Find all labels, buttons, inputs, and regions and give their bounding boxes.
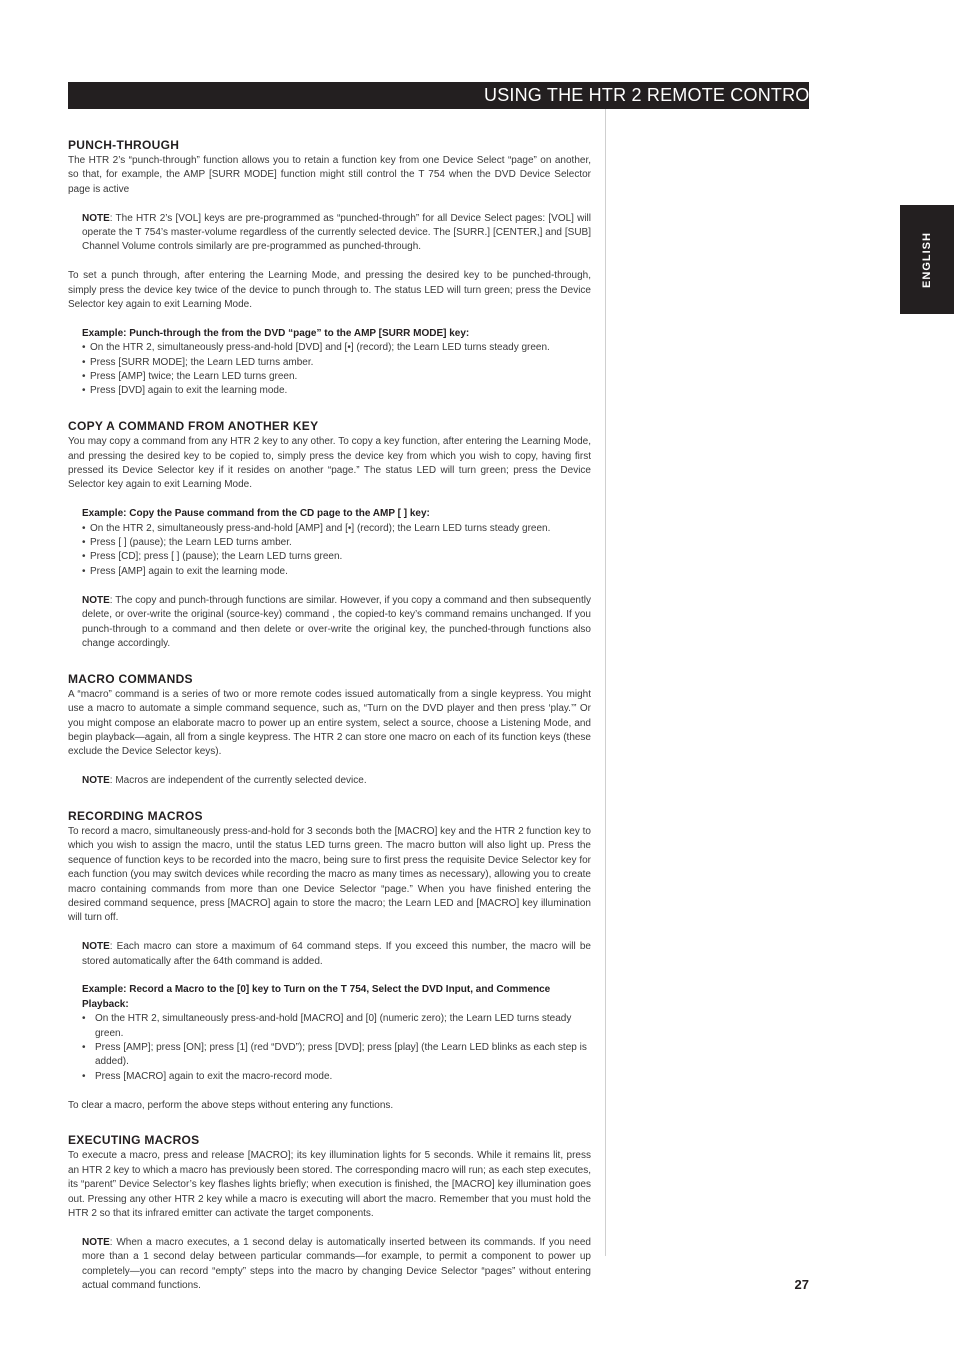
example (82, 507, 591, 579)
example-title: Example: Punch-through the from the DVD “page” to the AMP [SURR MODE] key: (82, 327, 470, 339)
heading-executing-macros: EXECUTING MACROS (68, 1133, 200, 1148)
note-text: : The copy and punch-through functions are similar. However, if you copy a command and then subsequently delete, or over-write the original (source-key) command , the copied-to key’s command remains unchanged. If you punch-through to a command and then delete or over-write the original key, the punched-through functions also change accordingly. (82, 594, 591, 649)
list-item: • On the HTR 2, simultaneously press-and-hold [MACRO] and [0] (numeric zero); the Learn LED turns steady green. (82, 1012, 591, 1041)
example-list (82, 522, 591, 580)
list-item: • Press [SURR MODE]; the Learn LED turns amber. (82, 356, 591, 370)
note-text: : The HTR 2’s [VOL] keys are pre-programmed as “punched-through” for all Device Select pages: [VOL] will operate the T 754’s master-volume regardless of the currently selected device. The [SURR.] [CENTER,] and [SUB] Channel Volume controls similarly are pre-programmed as punched-through. (82, 212, 591, 253)
note (82, 774, 591, 788)
paragraph: To clear a macro, perform the above steps without entering any functions. (68, 1099, 394, 1111)
paragraph: You may copy a command from any HTR 2 key to any other. To copy a key function, after entering the Learning Mode, and pressing the desired key to be copied to, simply press the device key from which you wish to copy, having first pressed its Device Selector key if it resides on another “page.” The status LED will turn green; press the Device Selector key again to exit Learning Mode. (68, 436, 591, 491)
page-title: USING THE HTR 2 REMOTE CONTROL (484, 85, 820, 105)
note-label: NOTE (82, 1236, 110, 1248)
main-column (68, 138, 591, 1308)
example (82, 327, 591, 399)
example (82, 983, 591, 1084)
list-item: • On the HTR 2, simultaneously press-and-hold [AMP] and [•] (record); the Learn LED turns steady green. (82, 522, 591, 536)
example-list (82, 341, 591, 399)
paragraph: To execute a macro, press and release [MACRO]; its key illumination lights for 5 seconds. While it remains lit, press an HTR 2 key to which a macro has previously been stored. The corresponding macro will run; as each step executes, its “parent” Device Selector’s key flashes lights briefly; when execution is finished, the [MACRO] key illumination goes out. Pressing any other HTR 2 key while a macro is executing will abort the macro. Remember that you must hold the HTR 2 so that its infrared emitter can activate the target components. (68, 1150, 591, 1220)
list-item: • Press [AMP] again to exit the learning mode. (82, 565, 591, 579)
note-text: : Each macro can store a maximum of 64 command steps. If you exceed this number, the macro will be stored automatically after the 64th command is added. (82, 941, 591, 967)
paragraph: To record a macro, simultaneously press-and-hold for 3 seconds both the [MACRO] key and the HTR 2 function key to which you wish to assign the macro, until the status LED turns green. The macro button will also light up. Press the sequence of function keys to be recorded into the macro, being sure to first press the requisite Device Selector key for each function (you may switch devices while recording the macro as many times as necessary), allowing you to create macro containing commands from more than one Device Selector “page.” When you have finished entering the desired command sequence, press [MACRO] again to store the macro; the Learn LED and [MACRO] key illumination will turn off. (68, 825, 591, 924)
language-label: ENGLISH (921, 232, 933, 288)
note (82, 212, 591, 255)
paragraph: The HTR 2’s “punch-through” function allows you to retain a function key from one Device Select “page” on another, so that, for example, the AMP [SURR MODE] function might still control the T 754 when the DVD Device Selector page is active (68, 155, 591, 195)
list-item: • Press [MACRO] again to exit the macro-record mode. (82, 1070, 591, 1084)
note-text: : When a macro executes, a 1 second delay is automatically inserted between its commands. If you need more than a 1 second delay between particular commands—for example, to permit a component to power up completely—you can record “empty” steps into the macro by changing Device Selector “pages” without entering actual command functions. (82, 1236, 591, 1292)
paragraph: To set a punch through, after entering the Learning Mode, and pressing the desired key to be punched-through, simply press the device key twice of the device to punch through to. The status LED will turn green; press the Device Selector key again to exit Learning Mode. (68, 270, 591, 311)
heading-punch-through: PUNCH-THROUGH (68, 138, 180, 152)
language-tab (900, 205, 954, 314)
list-item: • Press [ ] (pause); the Learn LED turns amber. (82, 536, 591, 550)
example-title: Example: Copy the Pause command from the CD page to the AMP [ ] key: (82, 508, 430, 520)
note-label: NOTE (82, 594, 110, 606)
note (82, 594, 591, 652)
list-item: • Press [AMP]; press [ON]; press [1] (red “DVD”); press [DVD]; press [play] (the Learn LED blinks as each step is added). (82, 1041, 591, 1070)
heading-macro-commands: MACRO COMMANDS (68, 671, 193, 686)
note-label: NOTE (82, 212, 110, 224)
header-bar (68, 82, 820, 109)
heading-copy-command: COPY A COMMAND FROM ANOTHER KEY (68, 419, 319, 434)
example-title: Example: Record a Macro to the [0] key to Turn on the T 754, Select the DVD Input, and Commence Playback: (82, 984, 551, 1010)
list-item: • On the HTR 2, simultaneously press-and-hold [DVD] and [•] (record); the Learn LED turns steady green. (82, 341, 591, 355)
note-label: NOTE (82, 941, 110, 953)
note (82, 1236, 591, 1294)
list-item: • Press [AMP] twice; the Learn LED turns green. (82, 370, 591, 384)
note-text: : Macros are independent of the currently selected device. (109, 775, 367, 787)
paragraph: A “macro” command is a series of two or more remote codes issued automatically from a single keypress. You might use a macro to automate a simple command sequence, such as, “Turn on the DVD player and then press ‘play.’” Or you might compose an elaborate macro to power up an entire system, select a source, choose a Listening Mode, and begin playback—again, all from a single keypress. The HTR 2 can store one macro on each of its function keys (these exclude the Device Selector keys). (68, 688, 591, 758)
list-item: • Press [DVD] again to exit the learning mode. (82, 384, 591, 398)
heading-recording-macros: RECORDING MACROS (68, 808, 203, 823)
list-item: • Press [CD]; press [ ] (pause); the Learn LED turns green. (82, 550, 591, 564)
column-divider (605, 109, 606, 1256)
note-label: NOTE (82, 775, 110, 787)
example-list (82, 1012, 591, 1084)
page-number: 27 (794, 1277, 809, 1292)
note (82, 940, 591, 969)
